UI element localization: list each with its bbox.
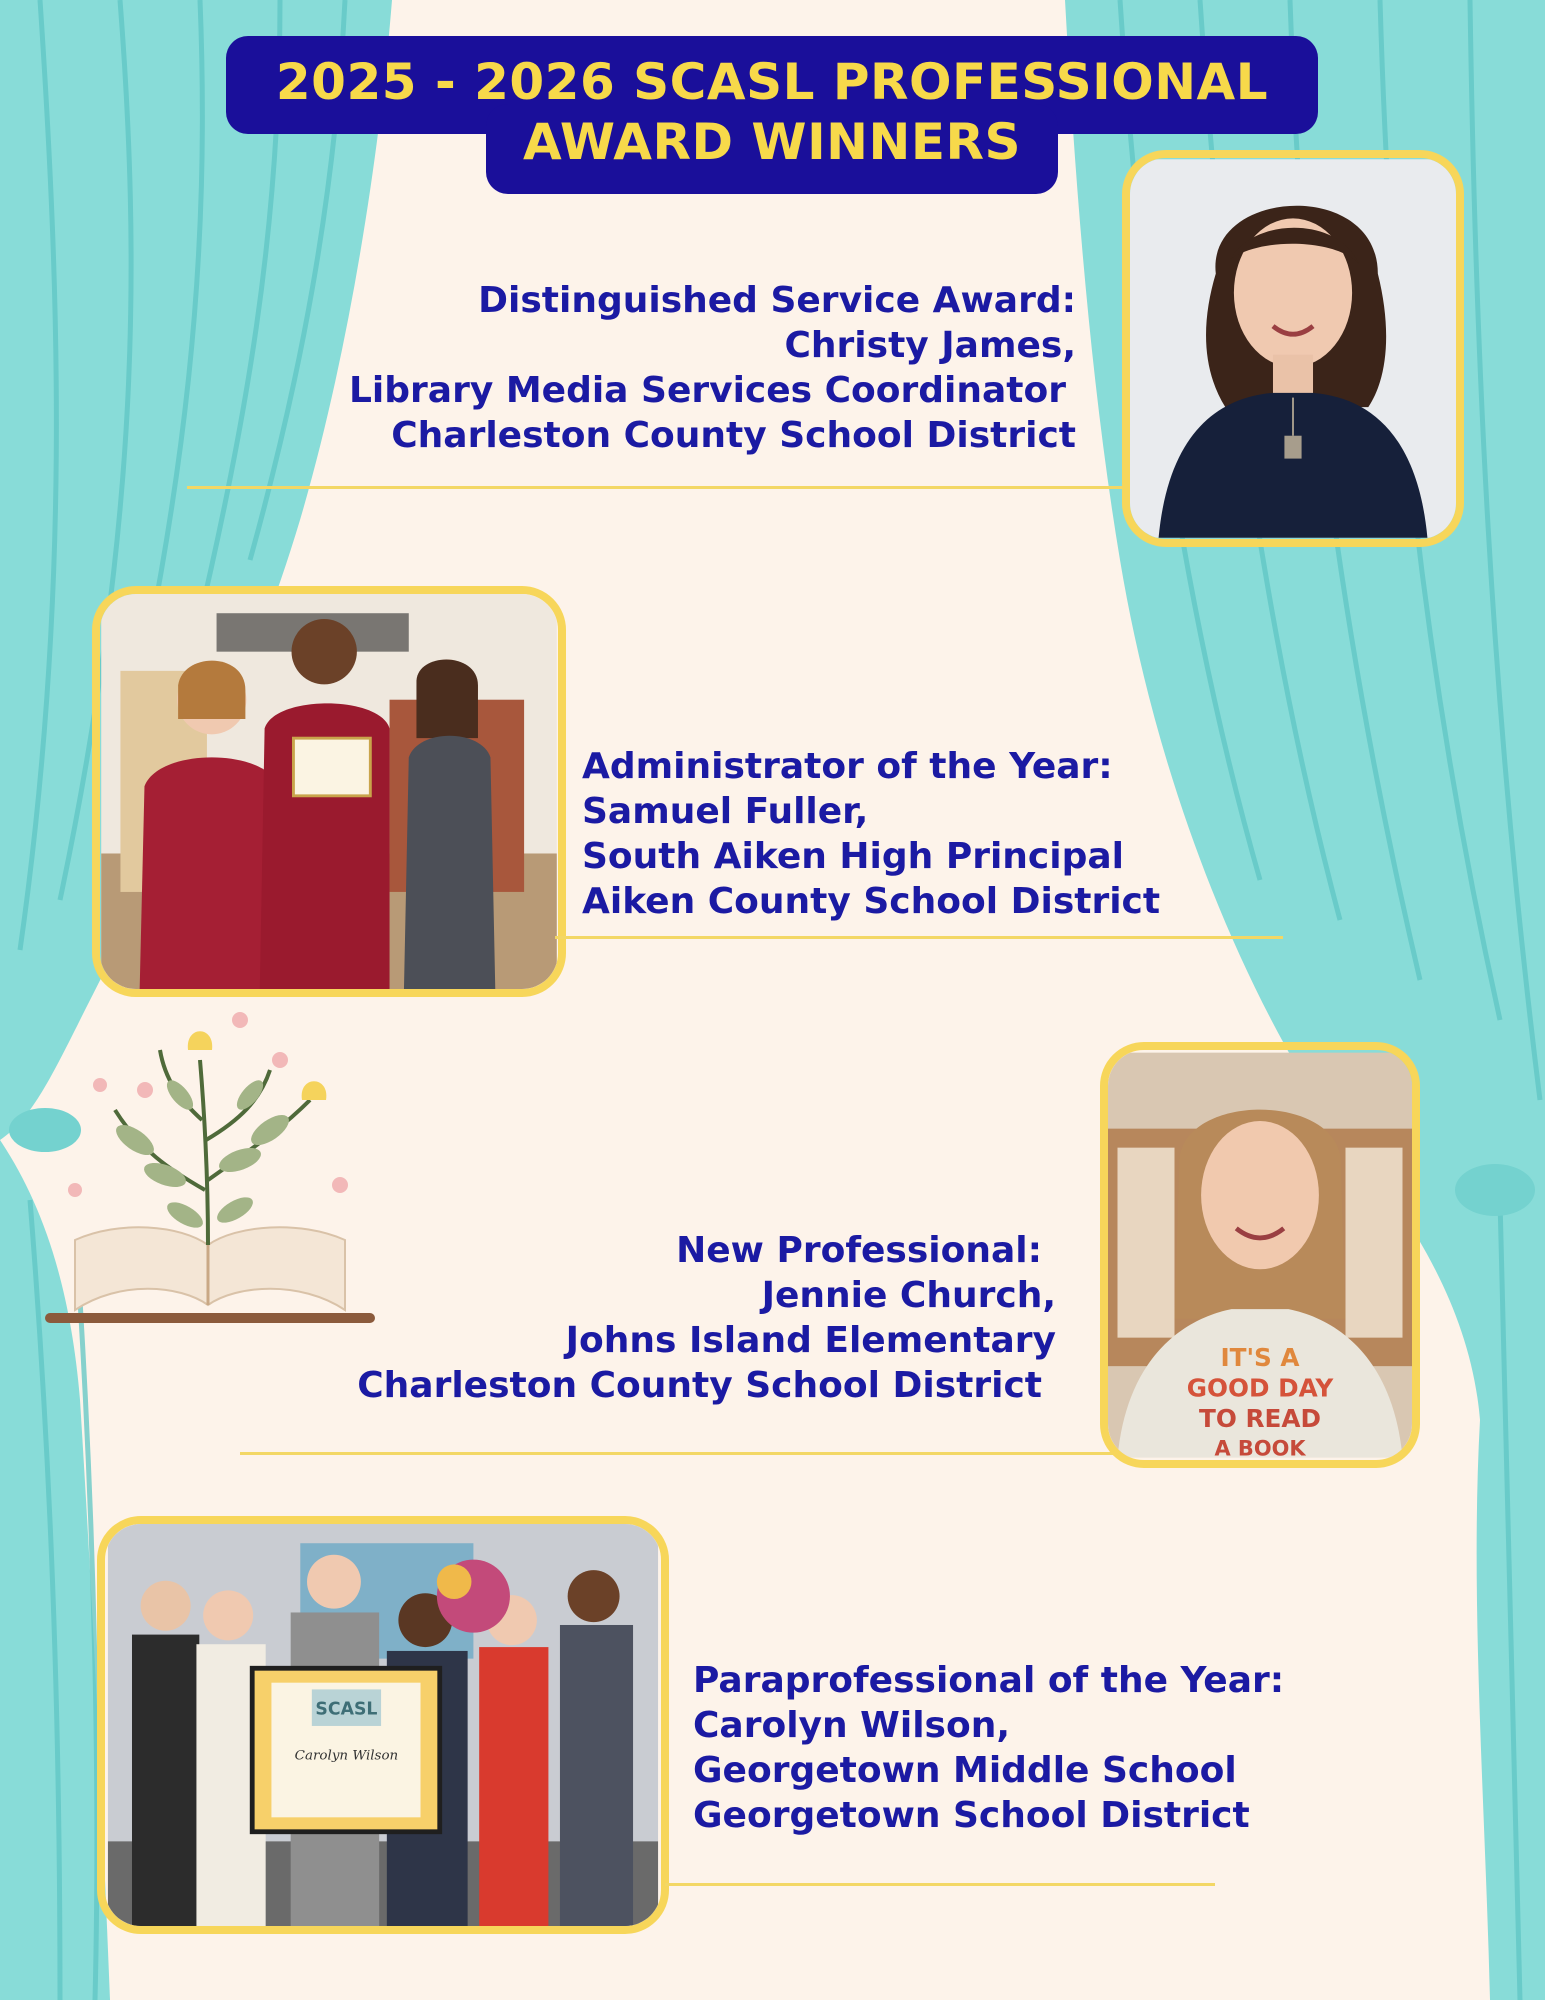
divider-rule (187, 486, 1123, 489)
award-administrator-of-the-year (582, 744, 1242, 924)
shirt-text-3: TO READ (1199, 1403, 1321, 1433)
shirt-text-1: IT'S A (1220, 1343, 1300, 1373)
photo-samuel-fuller (92, 586, 566, 997)
photo-carolyn-wilson (97, 1516, 669, 1934)
portrait-image (1130, 158, 1456, 539)
award-recipient: Jennie Church, (761, 1275, 1056, 1316)
divider-rule (665, 1883, 1215, 1886)
award-paraprofessional-of-the-year (693, 1658, 1373, 1838)
award-new-professional (240, 1228, 1056, 1408)
award-role: South Aiken High Principal (582, 836, 1125, 877)
award-recipient: Samuel Fuller, (582, 791, 869, 832)
title-line-1: 2025 - 2026 SCASL PROFESSIONAL (275, 53, 1269, 111)
group-photo-image (100, 594, 558, 989)
award-category: Administrator of the Year: (582, 746, 1113, 787)
shirt-text-4: A BOOK (1214, 1436, 1306, 1460)
award-category: New Professional: (676, 1230, 1042, 1271)
award-role: Georgetown Middle School (693, 1750, 1237, 1791)
divider-rule (555, 936, 1283, 939)
award-recipient: Christy James, (784, 325, 1076, 366)
award-district: Georgetown School District (693, 1795, 1250, 1836)
award-role: Library Media Services Coordinator (348, 370, 1066, 411)
divider-rule (240, 1452, 1120, 1455)
award-distinguished-service (240, 278, 1076, 458)
group-photo-image (105, 1524, 661, 1926)
award-recipient: Carolyn Wilson, (693, 1705, 1011, 1746)
shirt-text-2: GOOD DAY (1186, 1373, 1334, 1403)
award-district: Aiken County School District (582, 881, 1161, 922)
award-district: Charleston County School District (357, 1365, 1042, 1406)
award-district: Charleston County School District (391, 415, 1076, 456)
award-role: Johns Island Elementary (565, 1320, 1056, 1361)
certificate-name-text: Carolyn Wilson (294, 1748, 399, 1764)
award-category: Paraprofessional of the Year: (693, 1660, 1285, 1701)
title-line-2: AWARD WINNERS (522, 113, 1022, 171)
photo-christy-james (1122, 150, 1464, 547)
award-category: Distinguished Service Award: (478, 280, 1076, 321)
certificate-logo-text: SCASL (315, 1699, 378, 1720)
portrait-image (1108, 1050, 1412, 1460)
photo-jennie-church (1100, 1042, 1420, 1468)
